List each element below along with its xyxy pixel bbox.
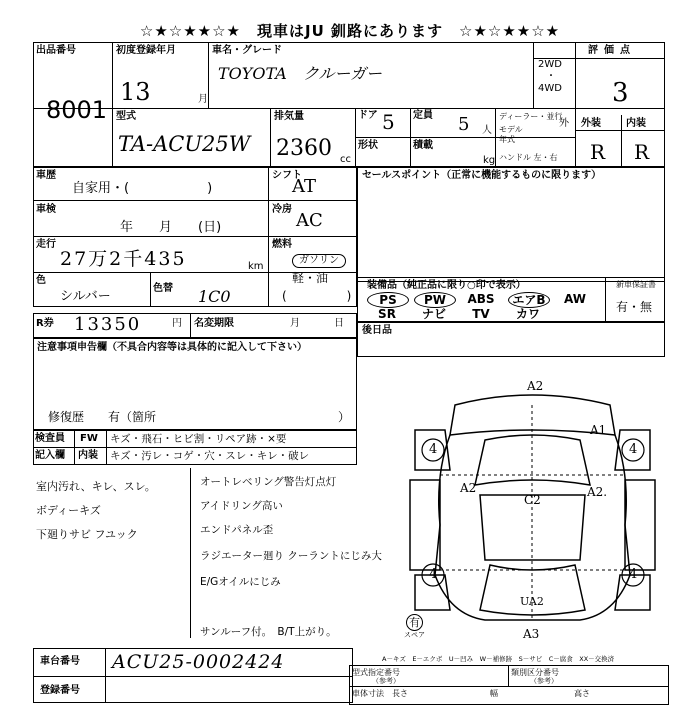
dot-label: ・ <box>546 71 556 82</box>
score-value: 3 <box>612 78 629 108</box>
diagram-tire-fr: 4 <box>629 442 638 457</box>
note-item: 室内汚れ、キレ、スレ。 <box>36 480 156 493</box>
int-box-label: 内装 <box>78 450 98 461</box>
equipment-item: PW <box>414 292 456 308</box>
reg-label: 登録番号 <box>40 685 80 696</box>
lot-no-label: 出品番号 <box>36 45 76 56</box>
diagram-a3: A3 <box>523 627 540 641</box>
rear-frame <box>357 322 665 357</box>
outer-label: 外 <box>559 118 569 129</box>
note-item: アイドリング高い <box>200 500 283 512</box>
equipment-item: SR <box>378 307 396 321</box>
color-change-value: 1C0 <box>198 287 231 306</box>
doors-label: ドア <box>358 110 378 121</box>
shift-label: シフト <box>272 170 302 181</box>
ref2-label: （参考） <box>530 677 558 685</box>
equipment-item: カワ <box>515 307 540 321</box>
page-title: ☆★☆★★☆★ 現車はJU 釧路にあります ☆★☆★★☆★ <box>139 22 561 40</box>
ac-label: 冷房 <box>272 204 292 215</box>
note-item: サンルーフ付。 B/T上がり。 <box>200 626 337 638</box>
recycle-value: 13350 <box>74 314 142 335</box>
interior-value: R <box>634 140 650 164</box>
chassis-value: ACU25-0002424 <box>112 651 285 673</box>
shape-label: 形状 <box>358 140 378 151</box>
color-change-label: 色替 <box>153 283 173 294</box>
diagram-a2-right: A2. <box>587 485 608 499</box>
4wd-label: 4WD <box>538 83 562 94</box>
fuel-label: 燃料 <box>272 239 292 250</box>
note-item: エンドパネル歪 <box>200 524 274 536</box>
dims-label: 車体寸法 長さ <box>352 689 408 698</box>
mileage-value: 27万2千435 <box>60 248 187 270</box>
color-value: シルバー <box>60 289 111 304</box>
exterior-value: R <box>590 140 606 164</box>
2wd-label: 2WD <box>538 59 562 70</box>
height-label: 高さ <box>574 689 590 698</box>
person-label: 人 <box>482 125 492 136</box>
note-item: E/Gオイルにじみ <box>200 576 281 588</box>
expiry-month: 月 <box>290 318 300 329</box>
equipment-item: ナビ <box>421 307 446 321</box>
diagram-spare: 有 <box>406 614 423 631</box>
score-label: 評価点 <box>588 45 636 56</box>
inspector-label: 検査員 <box>35 433 65 444</box>
ref-label: （参考） <box>372 677 400 685</box>
diagram-tire-rl: 4 <box>429 567 438 582</box>
equipment-item: AW <box>564 292 586 306</box>
warranty-value: 有・無 <box>616 300 653 314</box>
notes-left-list <box>36 478 186 550</box>
dealer-label: ディーラー・並行 <box>499 112 563 121</box>
first-reg-label: 初度登録年月 <box>116 45 176 56</box>
year-label: 年式 <box>499 135 515 144</box>
note-item: ラジエーター廻り クーラントにじみ大 <box>200 550 382 562</box>
equipment-label: 装備品（純正品に限り○印で表示） <box>367 280 526 291</box>
legend: A－キズ E－エクボ U－凹み W－補修跡 S－サビ C－腐食 XX－交換済 <box>382 655 615 663</box>
diagram-ua2: UA2 <box>520 595 544 608</box>
diagram-a1: A1 <box>590 423 607 437</box>
capacity-value: 5 <box>458 114 470 135</box>
displacement-label: 排気量 <box>274 111 304 122</box>
fuel-paren: ( ) <box>282 289 352 303</box>
usage-options: 自家用・( ) <box>72 181 213 196</box>
exterior-label: 外装 <box>581 118 601 129</box>
color-label: 色 <box>36 275 46 286</box>
car-name-value: TOYOTA クルーガー <box>218 64 383 83</box>
year-value: 13 <box>120 78 151 106</box>
entry-label: 記入欄 <box>35 450 65 461</box>
ac-value: AC <box>296 210 323 231</box>
model-value: TA-ACU25W <box>118 132 251 156</box>
expiry-day: 日 <box>334 318 344 329</box>
equipment-grid <box>367 292 603 322</box>
interior-label: 内装 <box>626 118 646 129</box>
handle-label: ハンドル 左・右 <box>499 153 558 162</box>
cat-no-label: 類別区分番号 <box>511 668 559 677</box>
int-items: キズ・汚レ・コゲ・穴・スレ・キレ・破レ <box>110 450 310 462</box>
capacity-label: 定員 <box>413 110 433 121</box>
diagram-tire-fl: 4 <box>429 442 438 457</box>
diagram-tire-rr: 4 <box>629 567 638 582</box>
sales-point-label: セールスポイント（正常に機能するものに限ります） <box>362 170 602 181</box>
notes-title: 注意事項申告欄（不具合内容等は具体的に記入して下さい） <box>37 342 307 353</box>
equipment-item: PS <box>367 292 409 308</box>
kg-label: kg <box>483 155 496 166</box>
inspection-date: 年 月 (日) <box>120 220 222 235</box>
model-spec-label: 型式指定番号 <box>352 668 400 677</box>
diagram-spare-label: スペア <box>404 631 425 639</box>
year-unit-label: 月 <box>198 94 208 105</box>
equipment-item: TV <box>472 307 490 321</box>
cc-label: cc <box>340 154 351 165</box>
equipment-item: ABS <box>467 292 495 306</box>
mileage-label: 走行 <box>36 239 56 250</box>
diagram-a2-left: A2 <box>460 481 477 495</box>
fw-items: キズ・飛石・ヒビ割・リペア跡・×要 <box>110 433 287 445</box>
diagram-a2-top: A2 <box>527 379 544 393</box>
load-label: 積載 <box>413 140 433 151</box>
fw-label: FW <box>80 433 98 444</box>
warranty-label: 新車保証書 <box>616 280 656 289</box>
expiry-label: 名変期限 <box>194 318 234 329</box>
yen-label: 円 <box>172 318 182 329</box>
model-label: 型式 <box>116 111 136 122</box>
fuel-gasoline: ガソリン <box>292 254 346 268</box>
rear-seat-label: 後日品 <box>362 325 392 336</box>
shift-value: AT <box>292 176 317 197</box>
equipment-item: エアB <box>508 292 550 308</box>
repair-end: ） <box>338 410 351 424</box>
note-item: オートレベリング警告灯点灯 <box>200 476 337 488</box>
car-name-label: 車名・グレード <box>212 45 282 56</box>
sales-point-frame <box>357 167 665 282</box>
lot-no-value: 8001 <box>46 96 108 124</box>
note-item: 下廻りサビ フユック <box>36 528 138 541</box>
repair-label: 修復歴 有（箇所 <box>48 410 157 424</box>
note-item: ボディーキズ <box>36 504 101 517</box>
usage-label: 車歴 <box>36 170 56 181</box>
fuel-other: 軽・油 <box>292 271 329 285</box>
displacement-value: 2360 <box>276 136 332 161</box>
km-label: km <box>248 261 264 272</box>
diagram-c2: C2 <box>524 493 541 507</box>
width-label: 幅 <box>490 689 498 698</box>
recycle-label: R券 <box>36 318 54 329</box>
model-year-label: モデル <box>499 125 523 134</box>
chassis-label: 車台番号 <box>40 656 80 667</box>
inspection-label: 車検 <box>36 204 56 215</box>
doors-value: 5 <box>382 110 395 134</box>
